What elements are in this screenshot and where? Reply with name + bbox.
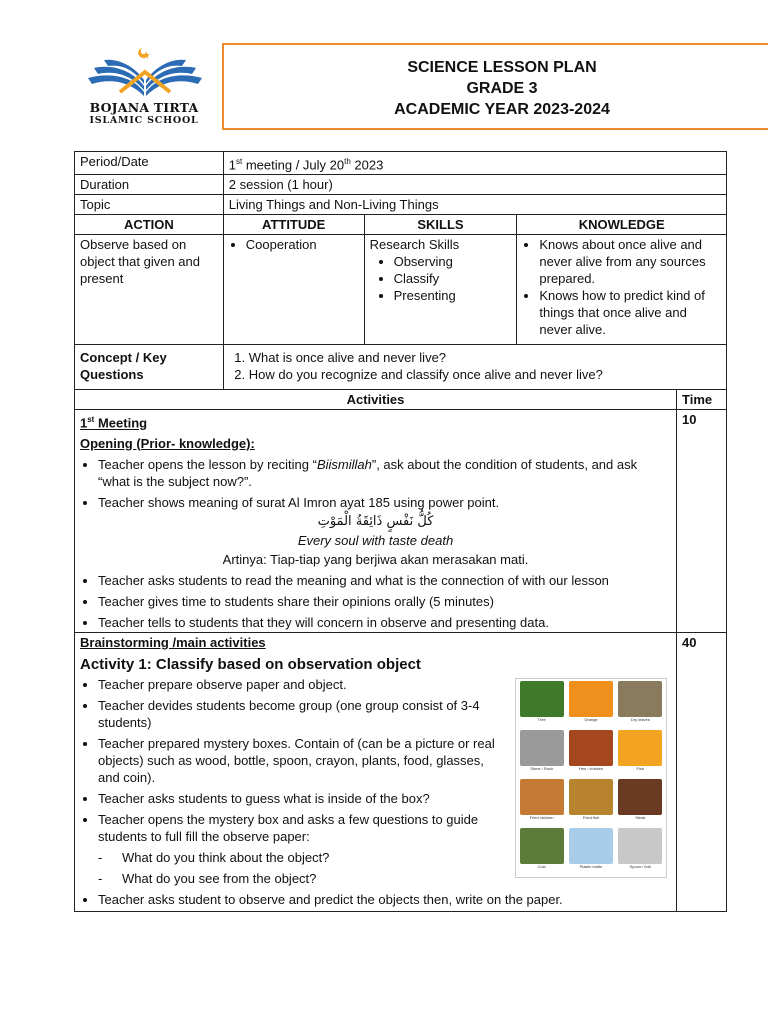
action-cell: Observe based on object that given and present <box>75 235 224 345</box>
knowledge-cell <box>517 235 727 345</box>
picture-tile <box>518 779 565 826</box>
concept-row <box>75 345 727 390</box>
opening-item: • Teacher shows meaning of surat Al Imron ayat 185 using power point. <box>98 494 671 511</box>
activities-header-row <box>75 390 727 410</box>
object-photo-icon <box>520 828 564 864</box>
main-activities-title: Brainstorming /main activities <box>80 634 266 650</box>
duration-label: Duration <box>75 175 224 195</box>
object-photo-icon <box>569 828 613 864</box>
activity-item: • Teacher asks students to guess what is inside of the box? <box>98 790 671 807</box>
attitude-cell <box>223 235 364 345</box>
topic-value: Living Things and Non-Living Things <box>223 195 726 215</box>
verse-artinya: Artinya: Tiap-tiap yang berjiwa akan merasakan mati. <box>222 551 529 567</box>
key-question: 2. How do you recognize and classify once alive and never live? <box>249 366 721 383</box>
object-photo-icon <box>569 681 613 717</box>
document-title: SCIENCE LESSON PLAN <box>407 59 597 76</box>
activity-item: • Teacher prepared mystery boxes. Contain of (can be a picture or real objects) such as wood, bottle, spoon, crayon, plants, food, glasses, and coin). <box>98 735 671 786</box>
time-header: Time <box>677 390 727 410</box>
picture-tile <box>617 681 664 728</box>
attitude-item: • Cooperation <box>246 236 359 253</box>
opening-item: • Teacher tells to students that they will concern in observe and presenting data. <box>98 614 671 631</box>
activity-title: Activity 1: Classify based on observation object <box>80 655 421 673</box>
lesson-plan-table <box>74 151 727 912</box>
school-subtitle: ISLAMIC SCHOOL <box>89 115 199 126</box>
picture-caption: Spoon / fork <box>629 863 652 869</box>
object-photo-icon <box>618 730 662 766</box>
observation-pictures <box>515 678 667 878</box>
opening-item: • Teacher gives time to students share their opinions orally (5 minutes) <box>98 593 671 610</box>
picture-caption: Stone / Rock <box>530 765 554 771</box>
picture-tile <box>518 681 565 728</box>
knowledge-item: • Knows how to predict kind of things that once alive and never alive. <box>539 287 721 338</box>
verse-translation: Every soul with taste death <box>297 532 454 548</box>
picture-tile <box>617 779 664 826</box>
opening-item: • Teacher opens the lesson by reciting “Biismillah”, ask about the condition of students, and ask “what is the subject now?”. <box>98 456 671 490</box>
picture-tile <box>567 779 614 826</box>
opening-title: Opening (Prior- knowledge): <box>80 435 255 451</box>
picture-caption: Cow <box>537 863 546 869</box>
object-photo-icon <box>618 681 662 717</box>
concept-questions <box>223 345 726 390</box>
key-question: 1. What is once alive and never live? <box>249 349 721 366</box>
picture-tile <box>617 828 664 875</box>
duration-row <box>75 175 727 195</box>
main-activities-row <box>75 632 727 911</box>
skills-title: Research Skills <box>369 237 460 253</box>
opening-item: • Teacher asks students to read the meaning and what is the connection of with our lesson <box>98 572 671 589</box>
object-photo-icon <box>618 779 662 815</box>
title-box <box>222 43 768 130</box>
objectives-row <box>75 235 727 345</box>
period-value: 1st meeting / July 20th 2023 <box>223 152 726 175</box>
topic-label: Topic <box>75 195 224 215</box>
object-photo-icon <box>520 681 564 717</box>
object-photo-icon <box>618 828 662 864</box>
main-activities-time: 40 <box>677 632 727 911</box>
picture-tile <box>567 730 614 777</box>
picture-caption: Steak <box>635 814 646 820</box>
topic-row <box>75 195 727 215</box>
open-book-logo-icon <box>80 42 210 100</box>
action-header: ACTION <box>75 215 224 235</box>
opening-time: 10 <box>677 410 727 632</box>
picture-tile <box>518 730 565 777</box>
grade-label: GRADE 3 <box>466 80 538 97</box>
knowledge-header: KNOWLEDGE <box>517 215 727 235</box>
picture-tile <box>567 681 614 728</box>
object-photo-icon <box>569 779 613 815</box>
knowledge-item: • Knows about once alive and never alive from any sources prepared. <box>539 236 721 287</box>
question-item: - What do you see from the object? <box>98 870 671 887</box>
skills-cell <box>364 235 517 345</box>
arabic-verse: كُلُّ نَفْسٍ ذَائِقَةُ الْمَوْتِ <box>317 513 434 529</box>
school-logo <box>80 42 210 134</box>
column-header-row <box>75 215 727 235</box>
question-item: - What do you think about the object? <box>98 849 671 866</box>
picture-caption: Plastic bottle <box>579 863 603 869</box>
object-photo-icon <box>569 730 613 766</box>
skill-item: • Presenting <box>394 287 512 304</box>
opening-cell <box>75 410 677 632</box>
picture-caption: Orange <box>584 716 598 722</box>
object-photo-icon <box>520 779 564 815</box>
school-name: BOJANA TIRTA <box>89 100 199 115</box>
main-activities-cell <box>75 632 677 911</box>
opening-row <box>75 410 727 632</box>
picture-caption: Fried chicken <box>529 814 554 820</box>
period-row <box>75 152 727 175</box>
picture-caption: Fish <box>636 765 645 771</box>
skills-header: SKILLS <box>364 215 517 235</box>
picture-caption: Hen / chicken <box>578 765 604 771</box>
skill-item: • Classify <box>394 270 512 287</box>
activity-item: • Teacher prepare observe paper and object. <box>98 676 671 693</box>
picture-tile <box>567 828 614 875</box>
concept-label: Concept / Key Questions <box>75 345 224 390</box>
activities-header: Activities <box>75 390 677 410</box>
picture-tile <box>518 828 565 875</box>
activity-item: • Teacher devides students become group (one group consist of 3-4 students) <box>98 697 671 731</box>
picture-caption: Fried fish <box>582 814 600 820</box>
period-label: Period/Date <box>75 152 224 175</box>
activity-item: • Teacher asks student to observe and predict the objects then, write on the paper. <box>98 891 671 908</box>
activity-item-text: Teacher opens the mystery box and asks a few questions to guide students to full fill the observe paper: <box>98 811 479 844</box>
skill-item: • Observing <box>394 253 512 270</box>
academic-year: ACADEMIC YEAR 2023-2024 <box>394 101 610 118</box>
attitude-header: ATTITUDE <box>223 215 364 235</box>
picture-caption: Dry leaves <box>630 716 650 722</box>
object-photo-icon <box>520 730 564 766</box>
picture-caption: Tree <box>537 716 546 722</box>
picture-tile <box>617 730 664 777</box>
meeting-label: 1st Meeting <box>80 415 148 431</box>
duration-value: 2 session (1 hour) <box>223 175 726 195</box>
